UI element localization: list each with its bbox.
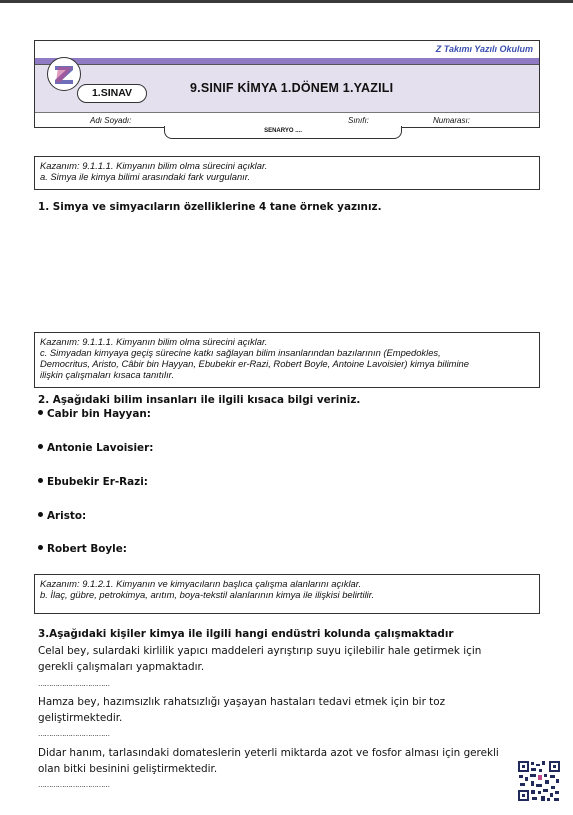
- scenario-tab: SENARYO ....: [164, 126, 402, 139]
- item-line: gerekli çalışmaları yapmaktadır.: [38, 661, 205, 673]
- kazanim-box-2: [34, 332, 540, 388]
- number-label: Numarası:: [433, 116, 470, 125]
- list-item-label: Aristo:: [47, 510, 87, 522]
- exam-header: [34, 40, 540, 128]
- item-line: Celal bey, sulardaki kirlilik yapıcı maddeleri ayrıştırıp suyu içilebilir hale getirmek için: [38, 645, 482, 657]
- question-2: 2. Aşağıdaki bilim insanları ile ilgili kısaca bilgi veriniz.: [38, 394, 361, 406]
- bullet-icon: [38, 478, 43, 483]
- list-item: [38, 442, 153, 454]
- kazanim-line: Kazanım: 9.1.1.1. Kimyanın bilim olma sürecini açıklar.: [40, 336, 268, 347]
- kazanim-line: Kazanım: 9.1.2.1. Kimyanın ve kimyacıların başlıca çalışma alanlarını açıklar.: [40, 578, 362, 589]
- item-line: Hamza bey, hazımsızlık rahatsızlığı yaşayan hastaları tedavi etmek için bir toz: [38, 696, 446, 708]
- list-item-label: Antonie Lavoisier:: [47, 442, 154, 454]
- kazanim-line: c. Simyadan kimyaya geçiş sürecine katkı sağlayan bilim insanlarından bazılarının (Empedokles,: [40, 347, 441, 358]
- exam-title: 9.SINIF KİMYA 1.DÖNEM 1.YAZILI: [190, 81, 394, 95]
- kazanim-line: Kazanım: 9.1.1.1. Kimyanın bilim olma sürecini açıklar.: [40, 160, 268, 171]
- item-line: olan bitki besinini geliştirmektedir.: [38, 763, 218, 775]
- bullet-icon: [38, 545, 43, 550]
- class-label: Sınıfı:: [348, 116, 369, 125]
- exam-number-badge: 1.SINAV: [77, 84, 147, 103]
- kazanim-line: a. Simya ile kimya bilimi arasındaki fark vurgulanır.: [40, 171, 251, 182]
- question-3-item: [38, 745, 538, 777]
- name-label: Adı Soyadı:: [90, 116, 132, 125]
- list-item: [38, 543, 127, 555]
- school-name: Z Takımı Yazılı Okulum: [435, 44, 533, 54]
- answer-line[interactable]: ……………………………: [38, 680, 110, 688]
- list-item-label: Ebubekir Er-Razi:: [47, 476, 148, 488]
- question-3-item: [38, 694, 538, 726]
- qr-code-icon: [517, 760, 561, 802]
- list-item: [38, 408, 151, 420]
- answer-line[interactable]: ……………………………: [38, 730, 110, 738]
- list-item: [38, 510, 86, 522]
- kazanim-line: b. İlaç, gübre, petrokimya, arıtım, boya-tekstil alanlarının kimya ile ilişkisi belirtilir.: [40, 589, 375, 600]
- z-logo-icon: [47, 57, 81, 91]
- bullet-icon: [38, 444, 43, 449]
- item-line: geliştirmektedir.: [38, 712, 123, 724]
- item-line: Didar hanım, tarlasındaki domateslerin yeterli miktarda azot ve fosfor alması için gerekli: [38, 747, 499, 759]
- kazanim-box-3: [34, 574, 540, 614]
- list-item-label: Cabir bin Hayyan:: [47, 408, 151, 420]
- list-item: [38, 476, 148, 488]
- kazanim-line: Democritus, Aristo, Câbir bin Hayyan, Ebubekir er-Razi, Robert Boyle, Antoine Lavoisier) kimya bilimine: [40, 358, 469, 369]
- bullet-icon: [38, 410, 43, 415]
- question-3-item: [38, 643, 538, 675]
- question-3: 3.Aşağıdaki kişiler kimya ile ilgili hangi endüstri kolunda çalışmaktadır: [38, 628, 454, 640]
- bullet-icon: [38, 512, 43, 517]
- kazanim-box-1: [34, 156, 540, 190]
- kazanim-line: ilişkin çalışmaları kısaca tanıtılır.: [40, 369, 175, 380]
- question-1: 1. Simya ve simyacıların özelliklerine 4 tane örnek yazınız.: [38, 201, 382, 213]
- top-rule: [0, 0, 573, 3]
- list-item-label: Robert Boyle:: [47, 543, 127, 555]
- header-divider: [35, 112, 539, 113]
- answer-line[interactable]: ……………………………: [38, 781, 110, 789]
